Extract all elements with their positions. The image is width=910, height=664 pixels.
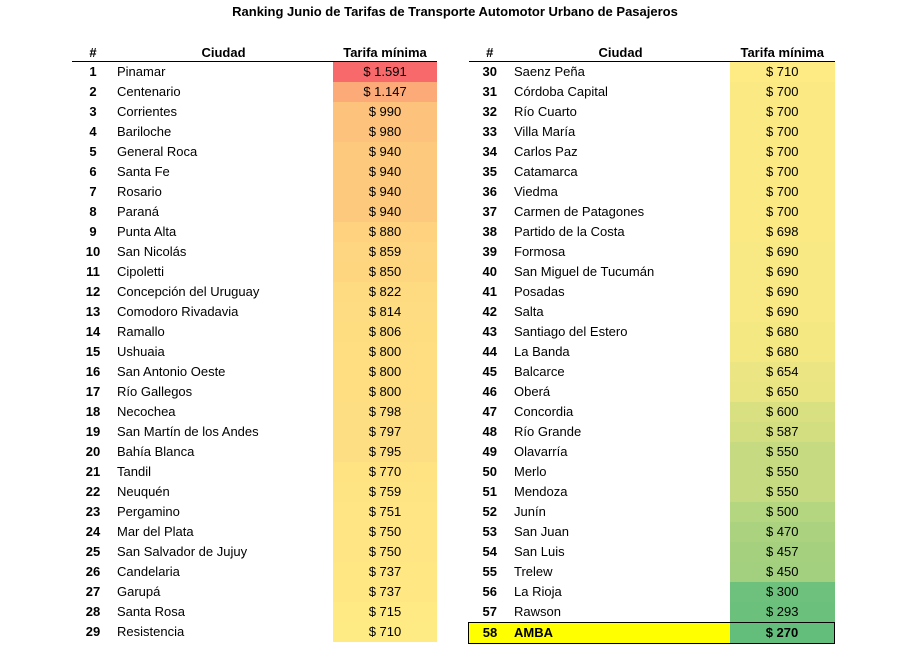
table-row bbox=[469, 442, 835, 462]
table-row bbox=[72, 262, 437, 282]
rank-cell: 36 bbox=[482, 184, 497, 199]
city-cell: Carlos Paz bbox=[514, 144, 578, 159]
city-cell: Pergamino bbox=[117, 504, 180, 519]
tariff-cell: $ 690 bbox=[730, 262, 835, 282]
table-row bbox=[72, 362, 437, 382]
tariff-cell: $ 1.147 bbox=[333, 82, 437, 102]
table-row bbox=[469, 262, 835, 282]
rank-cell: 26 bbox=[85, 564, 101, 579]
tariff-cell: $ 700 bbox=[730, 162, 835, 182]
rank-cell: 39 bbox=[482, 244, 497, 259]
tariff-cell: $ 700 bbox=[730, 182, 835, 202]
tariff-cell: $ 800 bbox=[333, 382, 437, 402]
rank-cell: 45 bbox=[482, 364, 497, 379]
table-row bbox=[72, 622, 437, 642]
tariff-cell: $ 700 bbox=[730, 122, 835, 142]
city-cell: La Banda bbox=[514, 344, 570, 359]
table-row bbox=[72, 242, 437, 262]
rank-cell: 21 bbox=[85, 464, 101, 479]
table-row bbox=[72, 602, 437, 622]
header-tariff: Tarifa mínima bbox=[730, 40, 835, 62]
city-cell: Ramallo bbox=[117, 324, 165, 339]
rank-cell: 30 bbox=[482, 64, 497, 79]
table-row bbox=[469, 382, 835, 402]
city-cell: Ushuaia bbox=[117, 344, 165, 359]
rank-cell: 52 bbox=[482, 504, 497, 519]
table-row bbox=[469, 282, 835, 302]
table-row bbox=[469, 162, 835, 182]
rank-cell: 1 bbox=[89, 64, 97, 79]
city-cell: Rawson bbox=[514, 604, 561, 619]
rank-cell: 57 bbox=[482, 604, 497, 619]
rank-cell: 48 bbox=[482, 424, 497, 439]
rank-cell: 2 bbox=[89, 84, 97, 99]
rank-cell: 24 bbox=[85, 524, 101, 539]
city-cell: Mar del Plata bbox=[117, 524, 194, 539]
table-row bbox=[72, 422, 437, 442]
header-rank: # bbox=[72, 40, 114, 62]
tariff-cell: $ 750 bbox=[333, 542, 437, 562]
table-row bbox=[469, 522, 835, 542]
tariff-cell: $ 650 bbox=[730, 382, 835, 402]
table-row bbox=[72, 102, 437, 122]
rank-cell: 5 bbox=[89, 144, 97, 159]
city-cell: General Roca bbox=[117, 144, 198, 159]
city-cell: San Juan bbox=[514, 524, 569, 539]
table-row bbox=[72, 302, 437, 322]
table-row-highlighted bbox=[469, 623, 835, 644]
city-cell: Merlo bbox=[514, 464, 547, 479]
city-cell: Junín bbox=[514, 504, 546, 519]
tariff-cell: $ 798 bbox=[333, 402, 437, 422]
tariff-cell: $ 940 bbox=[333, 182, 437, 202]
city-cell: San Luis bbox=[514, 544, 565, 559]
rank-cell: 11 bbox=[86, 264, 100, 279]
tariff-cell: $ 770 bbox=[333, 462, 437, 482]
table-row bbox=[469, 102, 835, 122]
tariff-cell: $ 750 bbox=[333, 522, 437, 542]
rank-cell: 53 bbox=[482, 524, 497, 539]
rank-cell: 27 bbox=[85, 584, 101, 599]
rank-cell: 55 bbox=[482, 564, 497, 579]
tariff-cell: $ 690 bbox=[730, 302, 835, 322]
table-row bbox=[469, 322, 835, 342]
table-row bbox=[72, 142, 437, 162]
tariff-cell: $ 940 bbox=[333, 202, 437, 222]
city-cell: Resistencia bbox=[117, 624, 185, 639]
table-row bbox=[72, 282, 437, 302]
header-city: Ciudad bbox=[114, 40, 333, 62]
rank-cell: 17 bbox=[85, 384, 101, 399]
city-cell: Viedma bbox=[514, 184, 558, 199]
header-row bbox=[72, 40, 437, 62]
table-row bbox=[72, 162, 437, 182]
table-row bbox=[469, 182, 835, 202]
table-row bbox=[72, 342, 437, 362]
city-cell: La Rioja bbox=[514, 584, 562, 599]
tariff-cell: $ 550 bbox=[730, 482, 835, 502]
tariff-cell: $ 700 bbox=[730, 102, 835, 122]
table-row bbox=[469, 422, 835, 442]
table-row bbox=[469, 502, 835, 522]
rank-cell: 19 bbox=[85, 424, 101, 439]
table-row bbox=[469, 462, 835, 482]
city-cell: Rosario bbox=[117, 184, 162, 199]
table-body-right bbox=[469, 62, 835, 644]
tariff-cell: $ 751 bbox=[333, 502, 437, 522]
tariff-cell: $ 680 bbox=[730, 342, 835, 362]
tariff-cell: $ 806 bbox=[333, 322, 437, 342]
city-cell: Neuquén bbox=[117, 484, 170, 499]
city-cell: Carmen de Patagones bbox=[514, 204, 645, 219]
tariff-cell: $ 690 bbox=[730, 282, 835, 302]
rank-cell: 34 bbox=[482, 144, 497, 159]
city-cell: Balcarce bbox=[514, 364, 565, 379]
table-row bbox=[72, 582, 437, 602]
tariff-cell: $ 800 bbox=[333, 362, 437, 382]
table-row bbox=[469, 362, 835, 382]
header-rank: # bbox=[469, 40, 512, 62]
rank-cell: 54 bbox=[482, 544, 497, 559]
tariff-cell: $ 940 bbox=[333, 142, 437, 162]
tariff-cell: $ 680 bbox=[730, 322, 835, 342]
tariff-cell: $ 270 bbox=[730, 623, 835, 644]
tariff-cell: $ 500 bbox=[730, 502, 835, 522]
tariff-cell: $ 940 bbox=[333, 162, 437, 182]
tariff-cell: $ 859 bbox=[333, 242, 437, 262]
tariff-cell: $ 690 bbox=[730, 242, 835, 262]
rank-cell: 9 bbox=[89, 224, 97, 239]
city-cell: Partido de la Costa bbox=[514, 224, 625, 239]
city-cell: Bariloche bbox=[117, 124, 172, 139]
tariff-cell: $ 710 bbox=[333, 622, 437, 642]
rank-cell: 58 bbox=[469, 623, 512, 644]
table-row bbox=[72, 542, 437, 562]
rank-cell: 28 bbox=[85, 604, 101, 619]
tariff-cell: $ 300 bbox=[730, 582, 835, 602]
tariff-cell: $ 822 bbox=[333, 282, 437, 302]
tariff-cell: $ 457 bbox=[730, 542, 835, 562]
table-row bbox=[72, 482, 437, 502]
table-row bbox=[72, 402, 437, 422]
city-cell: Candelaria bbox=[117, 564, 180, 579]
city-cell: Concordia bbox=[514, 404, 574, 419]
tariff-cell: $ 795 bbox=[333, 442, 437, 462]
tariff-cell: $ 700 bbox=[730, 202, 835, 222]
table-row bbox=[469, 402, 835, 422]
city-cell: Paraná bbox=[117, 204, 159, 219]
rank-cell: 41 bbox=[482, 284, 497, 299]
city-cell: Punta Alta bbox=[117, 224, 177, 239]
table-row bbox=[72, 322, 437, 342]
city-cell: San Antonio Oeste bbox=[117, 364, 226, 379]
rank-cell: 35 bbox=[482, 164, 497, 179]
city-cell: Trelew bbox=[514, 564, 553, 579]
city-cell: Bahía Blanca bbox=[117, 444, 195, 459]
table-row bbox=[72, 502, 437, 522]
rank-cell: 8 bbox=[89, 204, 97, 219]
rank-cell: 29 bbox=[85, 624, 101, 639]
table-row bbox=[72, 222, 437, 242]
rank-cell: 32 bbox=[482, 104, 497, 119]
city-cell: Saenz Peña bbox=[514, 64, 585, 79]
rank-cell: 50 bbox=[482, 464, 497, 479]
tariff-cell: $ 715 bbox=[333, 602, 437, 622]
table-row bbox=[72, 382, 437, 402]
ranking-table-left bbox=[72, 40, 437, 642]
tariff-cell: $ 814 bbox=[333, 302, 437, 322]
ranking-table-right bbox=[468, 40, 835, 644]
table-row bbox=[469, 242, 835, 262]
tariff-cell: $ 698 bbox=[730, 222, 835, 242]
table-row bbox=[469, 122, 835, 142]
table-row bbox=[72, 522, 437, 542]
page-title: Ranking Junio de Tarifas de Transporte Automotor Urbano de Pasajeros bbox=[232, 4, 678, 19]
city-cell: San Salvador de Jujuy bbox=[117, 544, 248, 559]
table-row bbox=[469, 342, 835, 362]
city-cell: AMBA bbox=[511, 623, 730, 644]
table-row bbox=[72, 442, 437, 462]
city-cell: Catamarca bbox=[514, 164, 578, 179]
city-cell: San Miguel de Tucumán bbox=[514, 264, 655, 279]
rank-cell: 14 bbox=[85, 324, 101, 339]
city-cell: Santiago del Estero bbox=[514, 324, 628, 339]
city-cell: Comodoro Rivadavia bbox=[117, 304, 239, 319]
tariff-cell: $ 587 bbox=[730, 422, 835, 442]
city-cell: Necochea bbox=[117, 404, 176, 419]
header-tariff: Tarifa mínima bbox=[333, 40, 437, 62]
city-cell: Mendoza bbox=[514, 484, 568, 499]
rank-cell: 40 bbox=[482, 264, 497, 279]
tariff-cell: $ 880 bbox=[333, 222, 437, 242]
table-row bbox=[469, 542, 835, 562]
tariff-cell: $ 470 bbox=[730, 522, 835, 542]
city-cell: Santa Fe bbox=[117, 164, 170, 179]
tariff-cell: $ 550 bbox=[730, 462, 835, 482]
tariff-cell: $ 654 bbox=[730, 362, 835, 382]
city-cell: Formosa bbox=[514, 244, 566, 259]
city-cell: Río Cuarto bbox=[514, 104, 577, 119]
tariff-cell: $ 550 bbox=[730, 442, 835, 462]
tariff-cell: $ 737 bbox=[333, 562, 437, 582]
rank-cell: 25 bbox=[85, 544, 101, 559]
rank-cell: 42 bbox=[482, 304, 497, 319]
tariff-cell: $ 980 bbox=[333, 122, 437, 142]
tariff-cell: $ 797 bbox=[333, 422, 437, 442]
tariff-cell: $ 737 bbox=[333, 582, 437, 602]
tariff-cell: $ 450 bbox=[730, 562, 835, 582]
tariff-cell: $ 850 bbox=[333, 262, 437, 282]
tariff-cell: $ 710 bbox=[730, 62, 835, 83]
city-cell: Corrientes bbox=[117, 104, 177, 119]
rank-cell: 33 bbox=[482, 124, 497, 139]
tariff-cell: $ 293 bbox=[730, 602, 835, 623]
tariff-cell: $ 700 bbox=[730, 82, 835, 102]
header-row bbox=[469, 40, 835, 62]
rank-cell: 49 bbox=[482, 444, 497, 459]
table-row bbox=[72, 182, 437, 202]
city-cell: Concepción del Uruguay bbox=[117, 284, 260, 299]
city-cell: Tandil bbox=[117, 464, 151, 479]
city-cell: San Nicolás bbox=[117, 244, 187, 259]
rank-cell: 38 bbox=[482, 224, 497, 239]
city-cell: Oberá bbox=[514, 384, 551, 399]
rank-cell: 23 bbox=[85, 504, 101, 519]
tariff-cell: $ 700 bbox=[730, 142, 835, 162]
table-row bbox=[469, 62, 835, 83]
city-cell: Río Gallegos bbox=[117, 384, 193, 399]
table-row bbox=[72, 82, 437, 102]
tariff-cell: $ 759 bbox=[333, 482, 437, 502]
city-cell: Villa María bbox=[514, 124, 576, 139]
rank-cell: 7 bbox=[89, 184, 97, 199]
rank-cell: 15 bbox=[85, 344, 101, 359]
table-row bbox=[72, 62, 437, 83]
rank-cell: 20 bbox=[85, 444, 101, 459]
rank-cell: 43 bbox=[482, 324, 497, 339]
city-cell: Santa Rosa bbox=[117, 604, 185, 619]
city-cell: Río Grande bbox=[514, 424, 582, 439]
city-cell: Cipoletti bbox=[117, 264, 164, 279]
city-cell: Córdoba Capital bbox=[514, 84, 608, 99]
rank-cell: 51 bbox=[482, 484, 497, 499]
rank-cell: 16 bbox=[85, 364, 101, 379]
rank-cell: 37 bbox=[482, 204, 497, 219]
tariff-cell: $ 990 bbox=[333, 102, 437, 122]
rank-cell: 46 bbox=[482, 384, 497, 399]
table-row bbox=[469, 202, 835, 222]
rank-cell: 18 bbox=[85, 404, 101, 419]
rank-cell: 4 bbox=[89, 124, 97, 139]
table-row bbox=[469, 602, 835, 623]
header-city: Ciudad bbox=[511, 40, 730, 62]
table-row bbox=[72, 122, 437, 142]
table-row bbox=[469, 142, 835, 162]
city-cell: Centenario bbox=[117, 84, 181, 99]
rank-cell: 3 bbox=[89, 104, 97, 119]
table-row bbox=[469, 302, 835, 322]
city-cell: Posadas bbox=[514, 284, 565, 299]
rank-cell: 44 bbox=[482, 344, 497, 359]
city-cell: Olavarría bbox=[514, 444, 568, 459]
rank-cell: 31 bbox=[482, 84, 497, 99]
table-row bbox=[72, 562, 437, 582]
table-row bbox=[469, 582, 835, 602]
table-row bbox=[72, 462, 437, 482]
table-row bbox=[469, 82, 835, 102]
rank-cell: 6 bbox=[89, 164, 97, 179]
rank-cell: 22 bbox=[85, 484, 101, 499]
rank-cell: 56 bbox=[482, 584, 497, 599]
city-cell: Garupá bbox=[117, 584, 161, 599]
tariff-cell: $ 600 bbox=[730, 402, 835, 422]
tariff-cell: $ 800 bbox=[333, 342, 437, 362]
rank-cell: 10 bbox=[85, 244, 101, 259]
table-row bbox=[469, 222, 835, 242]
rank-cell: 47 bbox=[482, 404, 497, 419]
table-row bbox=[469, 562, 835, 582]
tariff-cell: $ 1.591 bbox=[333, 62, 437, 83]
table-row bbox=[72, 202, 437, 222]
city-cell: San Martín de los Andes bbox=[117, 424, 259, 439]
rank-cell: 12 bbox=[85, 284, 101, 299]
city-cell: Pinamar bbox=[117, 64, 166, 79]
rank-cell: 13 bbox=[85, 304, 101, 319]
table-body-left bbox=[72, 62, 437, 643]
city-cell: Salta bbox=[514, 304, 544, 319]
table-row bbox=[469, 482, 835, 502]
